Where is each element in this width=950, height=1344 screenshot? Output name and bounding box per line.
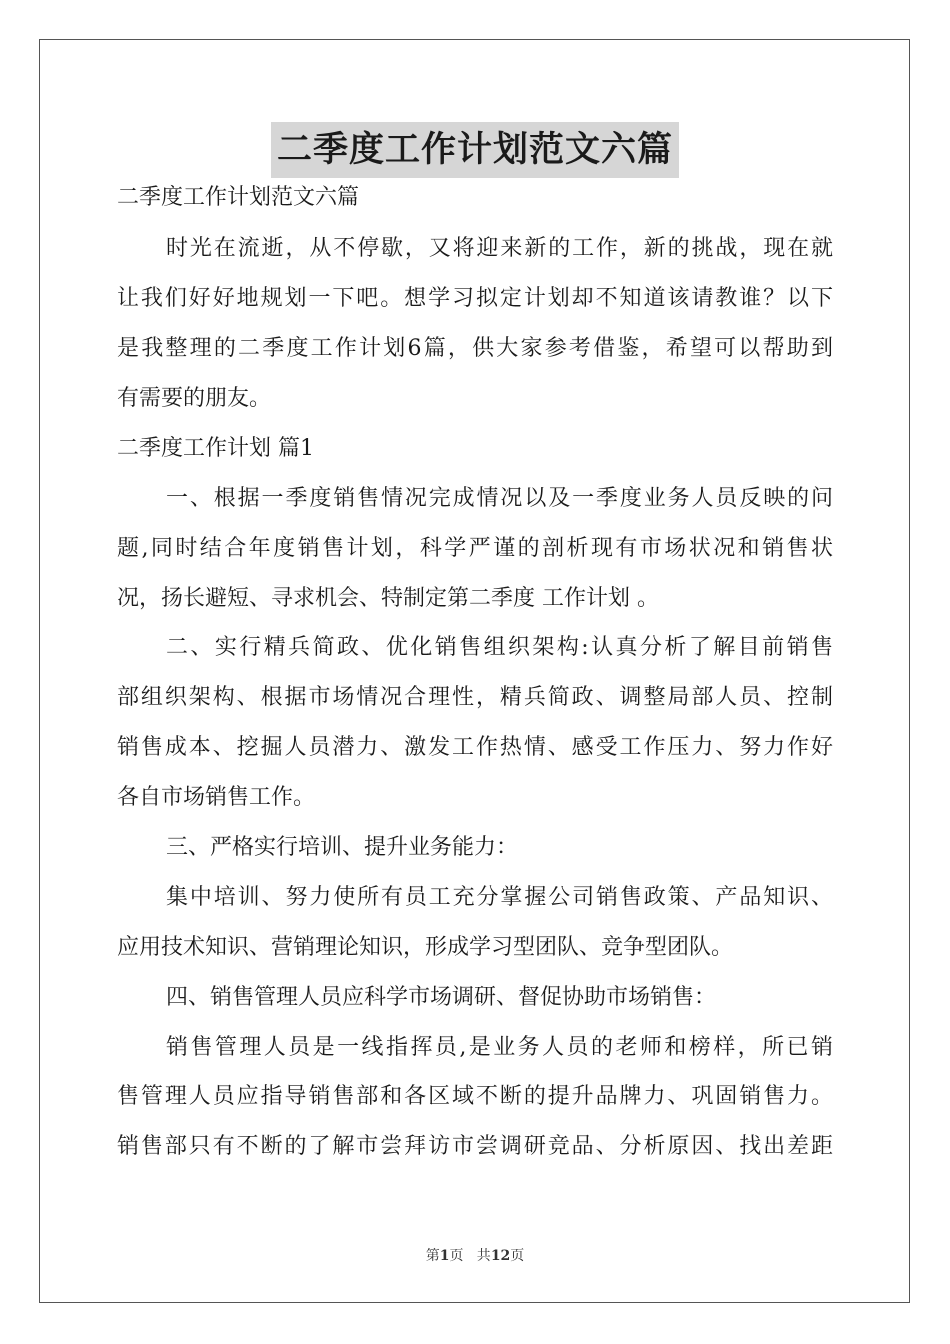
paragraph-line: 有需要的朋友。 bbox=[117, 386, 272, 411]
paragraph-line: 集中培训、努力使所有员工充分掌握公司销售政策、产品知识、 bbox=[166, 885, 833, 910]
footer-mid: 页 共 bbox=[449, 1248, 491, 1264]
paragraph-line: 况，扬长避短、寻求机会、特制定第二季度 工作计划 。 bbox=[117, 586, 659, 611]
footer-suffix: 页 bbox=[510, 1248, 525, 1264]
footer-page-number: 1 bbox=[439, 1248, 450, 1264]
paragraph-line: 一、根据一季度销售情况完成情况以及一季度业务人员反映的问 bbox=[166, 486, 833, 511]
paragraph-line: 二、实行精兵简政、优化销售组织架构:认真分析了解目前销售 bbox=[166, 635, 833, 660]
paragraph-line: 三、严格实行培训、提升业务能力： bbox=[166, 835, 519, 860]
paragraph-line: 让我们好好地规划一下吧。想学习拟定计划却不知道该请教谁？以下 bbox=[117, 286, 833, 311]
paragraph-line: 时光在流逝，从不停歇，又将迎来新的工作，新的挑战，现在就 bbox=[166, 236, 833, 261]
paragraph-line: 四、销售管理人员应科学市场调研、督促协助市场销售： bbox=[166, 985, 717, 1010]
paragraph-line: 部组织架构、根据市场情况合理性，精兵简政、调整局部人员、控制 bbox=[117, 685, 833, 710]
paragraph-line: 各自市场销售工作。 bbox=[117, 785, 316, 810]
paragraph-line: 应用技术知识、营销理论知识，形成学习型团队、竞争型团队。 bbox=[117, 935, 734, 960]
subtitle-line: 二季度工作计划范文六篇 bbox=[117, 185, 360, 210]
paragraph-line: 题,同时结合年度销售计划，科学严谨的剖析现有市场状况和销售状 bbox=[117, 536, 833, 561]
document-title bbox=[0, 122, 950, 184]
section-heading: 二季度工作计划 篇1 bbox=[117, 436, 314, 461]
paragraph-line: 销售部只有不断的了解市尝拜访市尝调研竞品、分析原因、找出差距 bbox=[117, 1134, 833, 1159]
footer-prefix: 第 bbox=[425, 1248, 440, 1264]
footer-total-pages: 12 bbox=[490, 1248, 511, 1264]
paragraph-line: 销售管理人员是一线指挥员,是业务人员的老师和榜样，所已销 bbox=[166, 1035, 833, 1060]
document-title-text: 二季度工作计划范文六篇 bbox=[271, 122, 679, 178]
paragraph-line: 是我整理的二季度工作计划6篇，供大家参考借鉴，希望可以帮助到 bbox=[117, 336, 833, 361]
paragraph-line: 销售成本、挖掘人员潜力、激发工作热情、感受工作压力、努力作好 bbox=[117, 735, 833, 760]
paragraph-line: 售管理人员应指导销售部和各区域不断的提升品牌力、巩固销售力。 bbox=[117, 1084, 833, 1109]
page-footer bbox=[0, 1246, 950, 1266]
